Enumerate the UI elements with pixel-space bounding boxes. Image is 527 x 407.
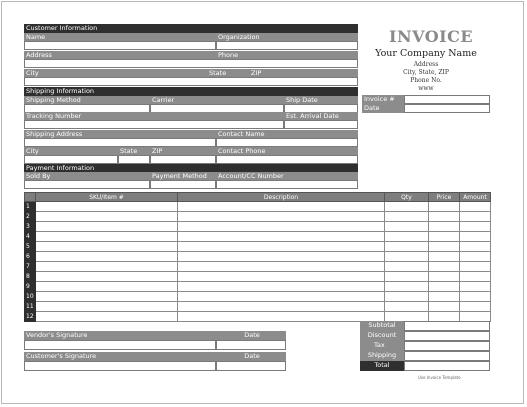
amount-cell[interactable] xyxy=(460,232,491,242)
company-phone: Phone No. xyxy=(410,77,442,84)
customer-date-field[interactable] xyxy=(216,361,286,371)
payment-method-label: Payment Method xyxy=(150,172,216,180)
shipping-city-label: City xyxy=(24,147,118,155)
qty-cell[interactable] xyxy=(385,262,429,272)
row-number-header xyxy=(25,193,36,202)
sku-cell[interactable] xyxy=(36,272,178,282)
description-cell[interactable] xyxy=(178,242,385,252)
total-field[interactable] xyxy=(404,361,490,371)
organization-field[interactable] xyxy=(216,41,358,50)
amount-cell[interactable] xyxy=(460,202,491,212)
amount-cell[interactable] xyxy=(460,222,491,232)
amount-header: Amount xyxy=(460,193,491,202)
table-row xyxy=(25,232,491,242)
sku-cell[interactable] xyxy=(36,292,178,302)
table-row xyxy=(25,272,491,282)
shipping-total-field[interactable] xyxy=(404,351,490,361)
vendor-date-label: Date xyxy=(216,331,286,340)
state-label: State xyxy=(207,69,249,77)
table-row xyxy=(25,242,491,252)
sku-cell[interactable] xyxy=(36,212,178,222)
amount-cell[interactable] xyxy=(460,212,491,222)
table-row xyxy=(25,262,491,272)
line-items-header-row xyxy=(25,193,491,202)
carrier-label: Carrier xyxy=(150,96,284,104)
name-field[interactable] xyxy=(24,41,216,50)
amount-cell[interactable] xyxy=(460,282,491,292)
price-cell[interactable] xyxy=(429,302,460,312)
contact-phone-label: Contact Phone xyxy=(216,147,358,155)
city-state-zip-field[interactable] xyxy=(24,77,358,86)
sold-by-label: Sold By xyxy=(24,172,150,180)
qty-header: Qty xyxy=(385,193,429,202)
account-number-label: Account/CC Number xyxy=(216,172,358,180)
address-field[interactable] xyxy=(24,59,358,68)
vendor-signature-label: Vendor's Signature xyxy=(24,331,216,340)
table-row xyxy=(25,202,491,212)
footer-note: Use Invoice Template xyxy=(418,375,461,380)
city-label: City xyxy=(24,69,207,77)
qty-cell[interactable] xyxy=(385,302,429,312)
table-row xyxy=(25,282,491,292)
shipping-method-label: Shipping Method xyxy=(24,96,150,104)
payment-method-field[interactable] xyxy=(150,180,216,189)
qty-cell[interactable] xyxy=(385,222,429,232)
qty-cell[interactable] xyxy=(385,202,429,212)
company-address: Address xyxy=(413,61,439,68)
line-items-table xyxy=(24,192,491,322)
description-cell[interactable] xyxy=(178,262,385,272)
phone-label: Phone xyxy=(216,51,358,59)
amount-cell[interactable] xyxy=(460,302,491,312)
discount-field[interactable] xyxy=(404,331,490,341)
vendor-signature-field[interactable] xyxy=(24,340,216,350)
table-row xyxy=(25,222,491,232)
customer-info-header: Customer Information xyxy=(24,24,358,33)
shipping-zip-label: ZIP xyxy=(150,147,216,155)
arrival-date-label: Est. Arrival Date xyxy=(284,112,358,120)
qty-cell[interactable] xyxy=(385,252,429,262)
price-cell[interactable] xyxy=(429,282,460,292)
tracking-number-label: Tracking Number xyxy=(24,112,284,120)
shipping-zip-field[interactable] xyxy=(150,155,216,164)
price-cell[interactable] xyxy=(429,292,460,302)
description-cell[interactable] xyxy=(178,212,385,222)
shipping-address-field[interactable] xyxy=(24,138,216,147)
contact-name-label: Contact Name xyxy=(216,130,358,138)
price-cell[interactable] xyxy=(429,312,460,322)
description-header: Description xyxy=(178,193,385,202)
row-number: 5 xyxy=(25,242,36,252)
sku-cell[interactable] xyxy=(36,242,178,252)
amount-cell[interactable] xyxy=(460,242,491,252)
description-cell[interactable] xyxy=(178,292,385,302)
description-cell[interactable] xyxy=(178,302,385,312)
table-row xyxy=(25,212,491,222)
sku-cell[interactable] xyxy=(36,312,178,322)
row-number: 9 xyxy=(25,282,36,292)
total-label: Total xyxy=(360,361,404,371)
price-cell[interactable] xyxy=(429,262,460,272)
discount-label: Discount xyxy=(360,331,404,341)
invoice-date-field[interactable] xyxy=(404,104,490,113)
invoice-number-label: Invoice # xyxy=(362,95,404,104)
invoice-number-field[interactable] xyxy=(404,95,490,104)
contact-name-field[interactable] xyxy=(216,138,358,147)
price-cell[interactable] xyxy=(429,202,460,212)
name-label: Name xyxy=(24,33,216,41)
invoice-date-label: Date xyxy=(362,104,404,113)
row-number: 6 xyxy=(25,252,36,262)
address-label: Address xyxy=(24,51,216,59)
amount-cell[interactable] xyxy=(460,272,491,282)
qty-cell[interactable] xyxy=(385,282,429,292)
organization-label: Organization xyxy=(216,33,358,41)
subtotal-label: Subtotal xyxy=(360,321,404,331)
description-cell[interactable] xyxy=(178,272,385,282)
price-cell[interactable] xyxy=(429,272,460,282)
amount-cell[interactable] xyxy=(460,262,491,272)
price-cell[interactable] xyxy=(429,252,460,262)
row-number: 8 xyxy=(25,272,36,282)
sku-cell[interactable] xyxy=(36,262,178,272)
row-number: 2 xyxy=(25,212,36,222)
sold-by-field[interactable] xyxy=(24,180,150,189)
ship-date-label: Ship Date xyxy=(284,96,358,104)
qty-cell[interactable] xyxy=(385,272,429,282)
shipping-state-label: State xyxy=(118,147,150,155)
price-cell[interactable] xyxy=(429,242,460,252)
row-number: 3 xyxy=(25,222,36,232)
invoice-title: INVOICE xyxy=(389,27,474,46)
qty-cell[interactable] xyxy=(385,242,429,252)
customer-signature-field[interactable] xyxy=(24,361,216,371)
qty-cell[interactable] xyxy=(385,212,429,222)
zip-label: ZIP xyxy=(249,69,358,77)
table-row xyxy=(25,312,491,322)
description-cell[interactable] xyxy=(178,222,385,232)
table-row xyxy=(25,302,491,312)
price-cell[interactable] xyxy=(429,232,460,242)
qty-cell[interactable] xyxy=(385,312,429,322)
amount-cell[interactable] xyxy=(460,292,491,302)
sku-cell[interactable] xyxy=(36,282,178,292)
description-cell[interactable] xyxy=(178,232,385,242)
row-number: 7 xyxy=(25,262,36,272)
sku-cell[interactable] xyxy=(36,222,178,232)
amount-cell[interactable] xyxy=(460,252,491,262)
payment-info-header: Payment Information xyxy=(24,164,358,172)
shipping-address-label: Shipping Address xyxy=(24,130,216,138)
sku-header: SKU/Item # xyxy=(36,193,178,202)
company-name: Your Company Name xyxy=(375,48,477,59)
vendor-date-field[interactable] xyxy=(216,340,286,350)
table-row xyxy=(25,292,491,302)
customer-signature-label: Customer's Signature xyxy=(24,352,216,361)
qty-cell[interactable] xyxy=(385,292,429,302)
row-number: 10 xyxy=(26,293,34,300)
arrival-date-field[interactable] xyxy=(284,120,358,129)
contact-phone-field[interactable] xyxy=(216,155,358,164)
amount-cell[interactable] xyxy=(460,312,491,322)
description-cell[interactable] xyxy=(178,252,385,262)
shipping-city-field[interactable] xyxy=(24,155,118,164)
subtotal-field[interactable] xyxy=(404,321,490,331)
shipping-total-label: Shipping xyxy=(360,351,404,361)
table-row xyxy=(25,252,491,262)
company-www: www xyxy=(418,85,434,92)
description-cell[interactable] xyxy=(178,312,385,322)
company-city-state-zip: City, State, ZIP xyxy=(403,69,449,76)
description-cell[interactable] xyxy=(178,202,385,212)
tax-label: Tax xyxy=(360,341,404,351)
sku-cell[interactable] xyxy=(36,202,178,212)
description-cell[interactable] xyxy=(178,282,385,292)
tax-field[interactable] xyxy=(404,341,490,351)
shipping-info-header: Shipping Information xyxy=(24,87,358,96)
shipping-state-field[interactable] xyxy=(118,155,150,164)
account-number-field[interactable] xyxy=(216,180,358,189)
price-cell[interactable] xyxy=(429,212,460,222)
price-header: Price xyxy=(429,193,460,202)
row-number: 1 xyxy=(25,202,36,212)
tracking-number-field[interactable] xyxy=(24,120,284,129)
row-number: 4 xyxy=(25,232,36,242)
sku-cell[interactable] xyxy=(36,252,178,262)
qty-cell[interactable] xyxy=(385,232,429,242)
price-cell[interactable] xyxy=(429,222,460,232)
customer-date-label: Date xyxy=(216,352,286,361)
row-number: 11 xyxy=(26,303,34,310)
row-number: 12 xyxy=(26,313,34,320)
sku-cell[interactable] xyxy=(36,302,178,312)
sku-cell[interactable] xyxy=(36,232,178,242)
